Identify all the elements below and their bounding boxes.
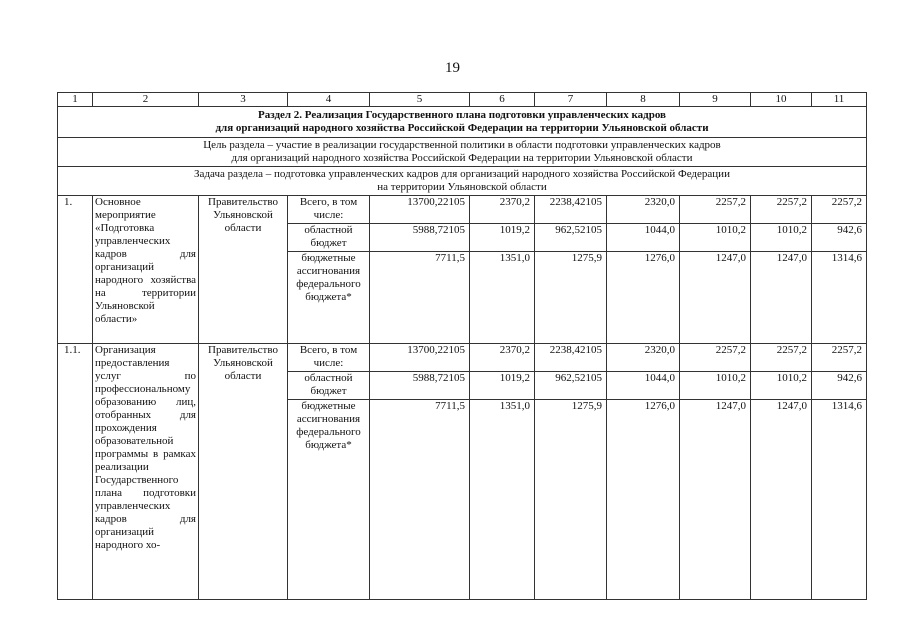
column-number: 10 — [751, 93, 812, 107]
amount-cell: 7711,5 — [370, 252, 470, 344]
section-task-line: Задача раздела – подготовка управленческих кадров для организаций народного хозяйства Российской Федерации — [194, 168, 730, 180]
section-title-line: для организаций народного хозяйства Российской Федерации на территории Ульяновской области — [215, 122, 709, 134]
funding-source: бюджетные ассигнования федерального бюджета* — [288, 400, 370, 600]
program-table — [57, 92, 867, 600]
amount-cell: 2257,2 — [812, 344, 867, 372]
amount-cell: 1010,2 — [751, 224, 812, 252]
amount-cell: 962,52105 — [535, 372, 607, 400]
amount-cell: 13700,22105 — [370, 344, 470, 372]
amount-cell: 1247,0 — [680, 400, 751, 600]
column-number: 9 — [680, 93, 751, 107]
amount-cell: 2257,2 — [751, 344, 812, 372]
column-number: 3 — [199, 93, 288, 107]
row-index: 1.1. — [58, 344, 93, 600]
amount-cell: 2257,2 — [680, 344, 751, 372]
amount-cell: 1351,0 — [470, 400, 535, 600]
amount-cell: 1044,0 — [607, 372, 680, 400]
column-number-row — [58, 93, 867, 107]
column-number: 4 — [288, 93, 370, 107]
amount-cell: 942,6 — [812, 224, 867, 252]
amount-cell: 1275,9 — [535, 400, 607, 600]
executor: Правительство Ульяновской области — [199, 344, 288, 600]
amount-cell: 2320,0 — [607, 196, 680, 224]
amount-cell: 2238,42105 — [535, 196, 607, 224]
row-index: 1. — [58, 196, 93, 344]
funding-source: областной бюджет — [288, 372, 370, 400]
amount-cell: 1010,2 — [680, 224, 751, 252]
amount-cell: 1247,0 — [751, 400, 812, 600]
funding-source: областной бюджет — [288, 224, 370, 252]
amount-cell: 2257,2 — [751, 196, 812, 224]
amount-cell: 1314,6 — [812, 252, 867, 344]
column-number: 5 — [370, 93, 470, 107]
activity-name: Основное мероприятие «Подготовка управленческих кадров для организаций народного хозяйства на территории Ульяновской области» — [93, 196, 199, 344]
amount-cell: 13700,22105 — [370, 196, 470, 224]
amount-cell: 1044,0 — [607, 224, 680, 252]
amount-cell: 1010,2 — [751, 372, 812, 400]
section-task-line: на территории Ульяновской области — [377, 181, 547, 193]
amount-cell: 5988,72105 — [370, 372, 470, 400]
table-row — [58, 196, 867, 224]
section-goal-line: Цель раздела – участие в реализации государственной политики в области подготовки управленческих кадров — [203, 139, 721, 151]
amount-cell: 1247,0 — [680, 252, 751, 344]
section-goal-row — [58, 138, 867, 167]
column-number: 2 — [93, 93, 199, 107]
amount-cell: 962,52105 — [535, 224, 607, 252]
amount-cell: 1276,0 — [607, 252, 680, 344]
page-number: 19 — [445, 60, 460, 76]
amount-cell: 5988,72105 — [370, 224, 470, 252]
amount-cell: 1019,2 — [470, 372, 535, 400]
section-goal — [58, 138, 867, 167]
column-number: 7 — [535, 93, 607, 107]
column-number: 6 — [470, 93, 535, 107]
funding-source: Всего, в том числе: — [288, 344, 370, 372]
section-title-row — [58, 107, 867, 138]
amount-cell: 1314,6 — [812, 400, 867, 600]
amount-cell: 1351,0 — [470, 252, 535, 344]
activity-name: Организация предоставления услуг по профессиональному образованию лиц, отобранных для прохождения образовательной программы в рамках реализации Государственного плана подготовки управленческих кадров для организаций народного хо- — [93, 344, 199, 600]
amount-cell: 7711,5 — [370, 400, 470, 600]
amount-cell: 1276,0 — [607, 400, 680, 600]
amount-cell: 2257,2 — [812, 196, 867, 224]
amount-cell: 2257,2 — [680, 196, 751, 224]
column-number: 1 — [58, 93, 93, 107]
amount-cell: 2238,42105 — [535, 344, 607, 372]
column-number: 8 — [607, 93, 680, 107]
amount-cell: 942,6 — [812, 372, 867, 400]
amount-cell: 1275,9 — [535, 252, 607, 344]
section-goal-line: для организаций народного хозяйства Российской Федерации на территории Ульяновской области — [231, 152, 693, 164]
section-task — [58, 167, 867, 196]
funding-source: бюджетные ассигнования федерального бюджета* — [288, 252, 370, 344]
amount-cell: 1019,2 — [470, 224, 535, 252]
amount-cell: 1010,2 — [680, 372, 751, 400]
section-task-row — [58, 167, 867, 196]
amount-cell: 2370,2 — [470, 344, 535, 372]
amount-cell: 2320,0 — [607, 344, 680, 372]
section-title — [58, 107, 867, 138]
section-title-line: Раздел 2. Реализация Государственного плана подготовки управленческих кадров — [258, 109, 666, 121]
table-row — [58, 344, 867, 372]
funding-source: Всего, в том числе: — [288, 196, 370, 224]
amount-cell: 2370,2 — [470, 196, 535, 224]
amount-cell: 1247,0 — [751, 252, 812, 344]
executor: Правительство Ульяновской области — [199, 196, 288, 344]
column-number: 11 — [812, 93, 867, 107]
